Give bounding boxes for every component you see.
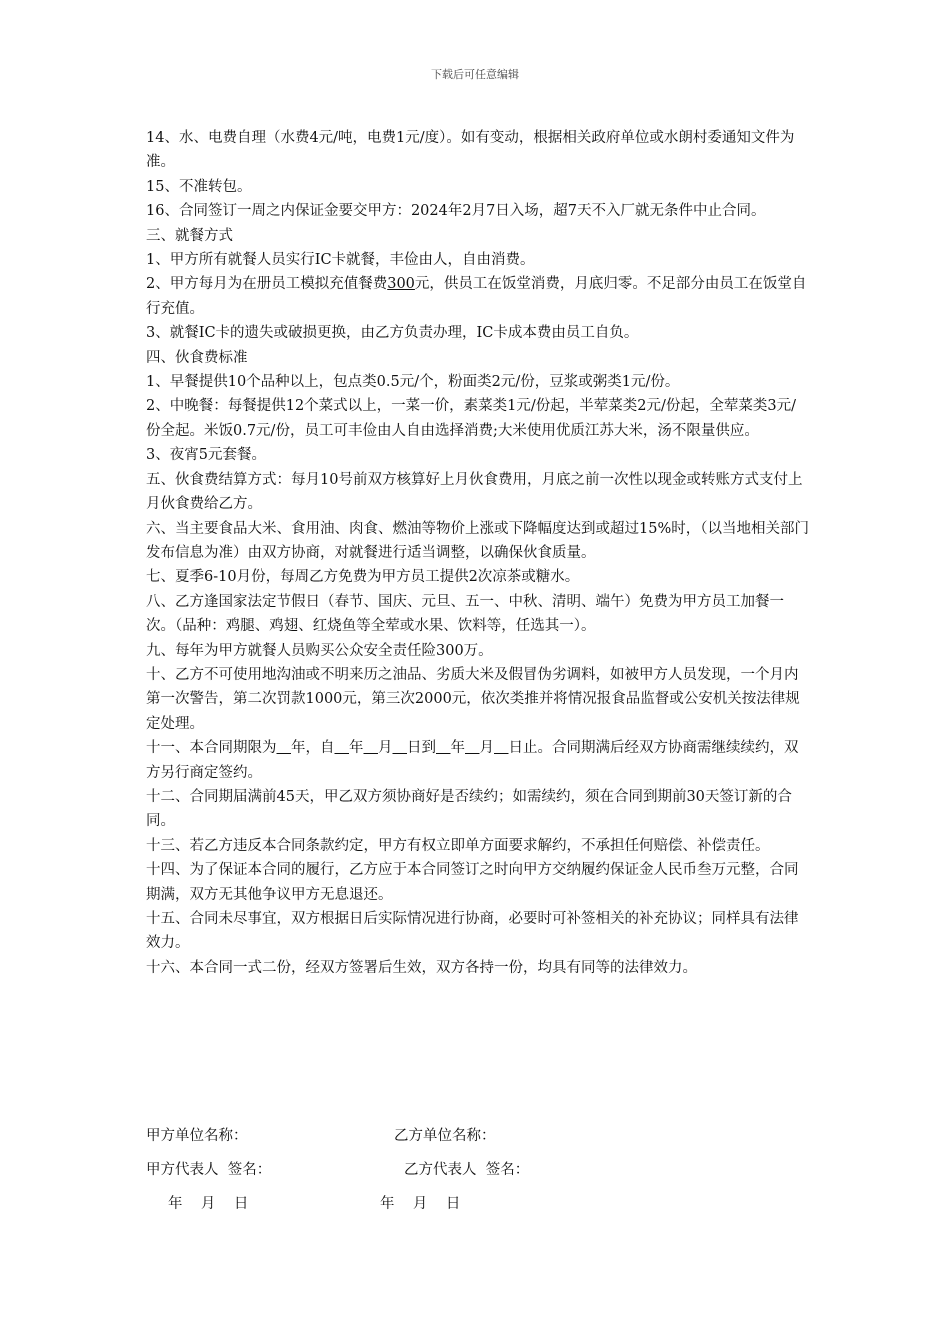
page-header: 下载后可任意编辑 [431,68,519,81]
clause-15: 15、不准转包。 [146,178,252,195]
clause-6-price-adjust: 六、当主要食品大米、食用油、肉食、燃油等物价上涨或下降幅度达到或超过15%时，（以当地相关部门发布信息为准）由双方协商，对就餐进行适当调整，以确保伙食质量。 [146,520,809,561]
party-b-name-label: 乙方单位名称： [394,1128,496,1144]
meal-clause-2-text-a: 2、甲方每月为在册员工模拟充值餐费 [146,276,388,293]
contract-body [146,126,810,980]
clause-15-supplement: 十五、合同未尽事宜，双方根据日后实际情况进行协商，必要时可补签相关的补充协议；同样具有法律效力。 [146,911,799,952]
clause-16: 16、合同签订一周之内保证金要交甲方：2024年2月7日入场，超7天不入厂就无条件中止合同。 [146,203,766,220]
party-a-date: 年 月 日 [168,1196,249,1212]
meal-clause-1: 1、甲方所有就餐人员实行IC卡就餐，丰俭由人，自由消费。 [146,252,535,269]
meal-clause-2 [146,272,810,321]
end-year-blank [436,740,451,756]
end-month-blank [465,740,480,756]
term-year-unit: 年，自 [291,740,335,757]
party-b-rep-label: 乙方代表人 签名： [404,1162,530,1178]
start-year-blank [335,740,350,756]
clause-5-settlement: 五、伙食费结算方式：每月10号前双方核算好上月伙食费用，月底之前一次性以现金或转账方式支付上月伙食费给乙方。 [146,471,803,513]
meal-clause-2-text-b: 元，供员工在饭堂消费，月底归零。不足部分由员工在饭堂自行充值。 [146,276,807,317]
clause-7-summer: 七、夏季6-10月份，每周乙方免费为甲方员工提供2次凉茶或糖水。 [146,569,580,586]
meal-allowance-amount: 300 [387,276,415,293]
start-month-blank [364,740,379,756]
start-year-label: 年 [349,740,364,757]
term-blank [277,740,292,756]
party-a-name-label: 甲方单位名称： [146,1128,248,1144]
end-day-label: 日止。合同期满后经双方协商需继续续约，双方另行商定签约。 [146,740,799,781]
section-heading-meal-method: 三、就餐方式 [146,227,233,244]
clause-12-renewal: 十二、合同期届满前45天，甲乙双方须协商好是否续约；如需续约，须在合同到期前30天签订新的合同。 [146,788,792,830]
standard-breakfast: 1、早餐提供10个品种以上，包点类0.5元/个，粉面类2元/份，豆浆或粥类1元/份。 [146,374,680,391]
standard-late-night: 3、夜宵5元套餐。 [146,447,266,464]
clause-14-deposit: 十四、为了保证本合同的履行，乙方应于本合同签订之时向甲方交纳履约保证金人民币叁万元整，合同期满，双方无其他争议甲方无息退还。 [146,862,799,903]
end-day-blank [494,740,509,756]
term-prefix: 十一、本合同期限为 [146,740,277,757]
clause-13-breach: 十三、若乙方违反本合同条款约定，甲方有权立即单方面要求解约，不承担任何赔偿、补偿责任。 [146,837,770,854]
party-b-date: 年 月 日 [380,1196,461,1212]
start-month-label: 月 [378,740,393,757]
section-heading-food-standard: 四、伙食费标准 [146,349,248,366]
clause-9-insurance: 九、每年为甲方就餐人员购买公众安全责任险300万。 [146,642,493,659]
clause-14: 14、水、电费自理（水费4元/吨，电费1元/度）。如有变动，根据相关政府单位或水朗村委通知文件为准。 [146,130,795,171]
standard-lunch-dinner: 2、中晚餐：每餐提供12个菜式以上，一菜一价，素菜类1元/份起，半荤菜类2元/份起，全荤菜类3元/份全起。米饭0.7元/份，员工可丰俭由人自由选择消费;大米使用优质江苏大米，汤不限量供应。 [146,398,797,439]
meal-clause-3: 3、就餐IC卡的遗失或破损更换，由乙方负责办理，IC卡成本费由员工自负。 [146,325,639,342]
start-day-label: 日到 [407,740,436,757]
clause-11-term [146,736,810,785]
end-year-label: 年 [450,740,465,757]
start-day-blank [393,740,408,756]
clause-16-copies: 十六、本合同一式二份，经双方签署后生效，双方各持一份，均具有同等的法律效力。 [146,959,697,976]
party-a-rep-label: 甲方代表人 签名： [146,1162,272,1178]
clause-8-holiday: 八、乙方逢国家法定节假日（春节、国庆、元旦、五一、中秋、清明、端午）免费为甲方员工加餐一次。（品种：鸡腿、鸡翅、红烧鱼等全荤或水果、饮料等，任选其一）。 [146,593,784,635]
clause-10-food-safety: 十、乙方不可使用地沟油或不明来历之油品、劣质大米及假冒伪劣调料，如被甲方人员发现，一个月内第一次警告，第二次罚款1000元，第三次2000元，依次类推并将情况报食品监督或公安机关按法律规定处理。 [146,666,800,732]
end-month-label: 月 [479,740,494,757]
